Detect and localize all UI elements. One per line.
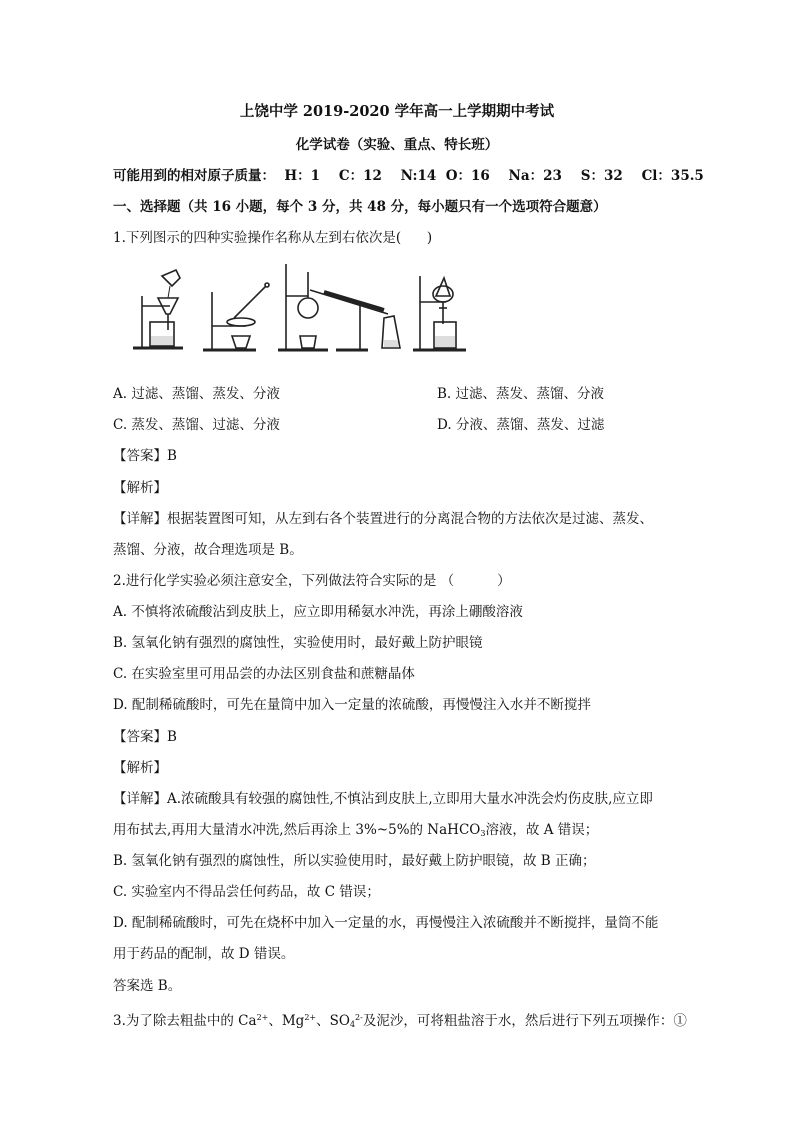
q1-detail-line-1: 【详解】根据装置图可知，从左到右各个装置进行的分离混合物的方法依次是过滤、蒸发、 bbox=[113, 511, 653, 527]
filtration-apparatus-icon bbox=[133, 270, 183, 348]
q2-option-b: B. 氢氧化钠有强烈的腐蚀性，实验使用时，最好戴上防护眼镜 bbox=[113, 635, 483, 651]
q2-final-answer: 答案选 B。 bbox=[113, 978, 182, 994]
q2-detail-a2-tail: 溶液，故 A 错误； bbox=[485, 822, 599, 838]
q2-detail-c: C. 实验室内不得品尝任何药品，故 C 错误； bbox=[113, 884, 380, 900]
q3-text-3: 、SO bbox=[316, 1013, 350, 1029]
lab-apparatus-figure bbox=[128, 256, 468, 356]
q1-option-b: B. 过滤、蒸发、蒸馏、分液 bbox=[437, 386, 605, 402]
q2-detail-a-line-2 bbox=[113, 820, 598, 844]
q2-option-a: A. 不慎将浓硫酸沾到皮肤上，应立即用稀氨水冲洗，再涂上硼酸溶液 bbox=[113, 604, 523, 620]
q2-stem: 2.进行化学实验必须注意安全，下列做法符合实际的是 （ ） bbox=[113, 573, 511, 589]
q2-detail-a-line-1: 【详解】A.浓硫酸具有较强的腐蚀性,不慎沾到皮肤上,立即用大量水冲洗会灼伤皮肤,应立即 bbox=[113, 791, 653, 807]
section-heading: 一、选择题（共 16 小题，每个 3 分，共 48 分，每小题只有一个选项符合题意） bbox=[113, 199, 607, 215]
q1-analysis-heading: 【解析】 bbox=[113, 480, 167, 496]
superscript: 2- bbox=[355, 1013, 363, 1022]
q2-analysis-heading: 【解析】 bbox=[113, 760, 167, 776]
q1-stem: 1.下列图示的四种实验操作名称从左到右依次是( ) bbox=[113, 230, 433, 246]
q2-detail-a2-text: 用布拭去,再用大量清水冲洗,然后再涂上 3%~5%的 NaHCO bbox=[113, 822, 481, 838]
q3-text-2: 、Mg bbox=[268, 1013, 305, 1029]
q2-option-c: C. 在实验室里可用品尝的办法区别食盐和蔗糖晶体 bbox=[113, 666, 415, 682]
evaporation-apparatus-icon bbox=[203, 283, 269, 350]
superscript: 2+ bbox=[256, 1013, 269, 1022]
exam-title: 上饶中学 2019-2020 学年高一上学期期中考试 bbox=[239, 103, 555, 120]
q3-stem bbox=[113, 1008, 687, 1035]
distillation-apparatus-icon bbox=[278, 264, 400, 350]
superscript: 2+ bbox=[304, 1013, 317, 1022]
subscript: 3 bbox=[480, 829, 486, 838]
q2-answer: 【答案】B bbox=[113, 729, 177, 745]
q2-detail-d-line-2: 用于药品的配制，故 D 错误。 bbox=[113, 946, 295, 962]
q2-detail-d-line-1: D. 配制稀硫酸时，可先在烧杯中加入一定量的水，再慢慢注入浓硫酸并不断搅拌，量筒不能 bbox=[113, 915, 659, 931]
atomic-mass-list: 可能用到的相对原子质量： H：1 C：12 N:14 O：16 Na：23 S：32 Cl：35.5 bbox=[113, 168, 704, 184]
q3-text-1: 3.为了除去粗盐中的 Ca bbox=[113, 1013, 257, 1029]
q2-option-d: D. 配制稀硫酸时，可先在量筒中加入一定量的浓硫酸，再慢慢注入水并不断搅拌 bbox=[113, 697, 591, 713]
q1-option-c: C. 蒸发、蒸馏、过滤、分液 bbox=[113, 417, 280, 433]
separatory-funnel-apparatus-icon bbox=[413, 276, 466, 350]
subscript: 4 bbox=[349, 1020, 356, 1029]
q1-option-d: D. 分液、蒸馏、蒸发、过滤 bbox=[437, 417, 605, 433]
q2-detail-b: B. 氢氧化钠有强烈的腐蚀性，所以实验使用时，最好戴上防护眼镜，故 B 正确； bbox=[113, 853, 596, 869]
q3-text-4: 及泥沙，可将粗盐溶于水，然后进行下列五项操作：① bbox=[362, 1013, 687, 1029]
exam-subtitle: 化学试卷（实验、重点、特长班） bbox=[295, 137, 499, 153]
q1-answer: 【答案】B bbox=[113, 448, 177, 464]
q1-detail-line-2: 蒸馏、分液，故合理选项是 B。 bbox=[113, 542, 303, 558]
q1-option-a: A. 过滤、蒸馏、蒸发、分液 bbox=[113, 386, 280, 402]
